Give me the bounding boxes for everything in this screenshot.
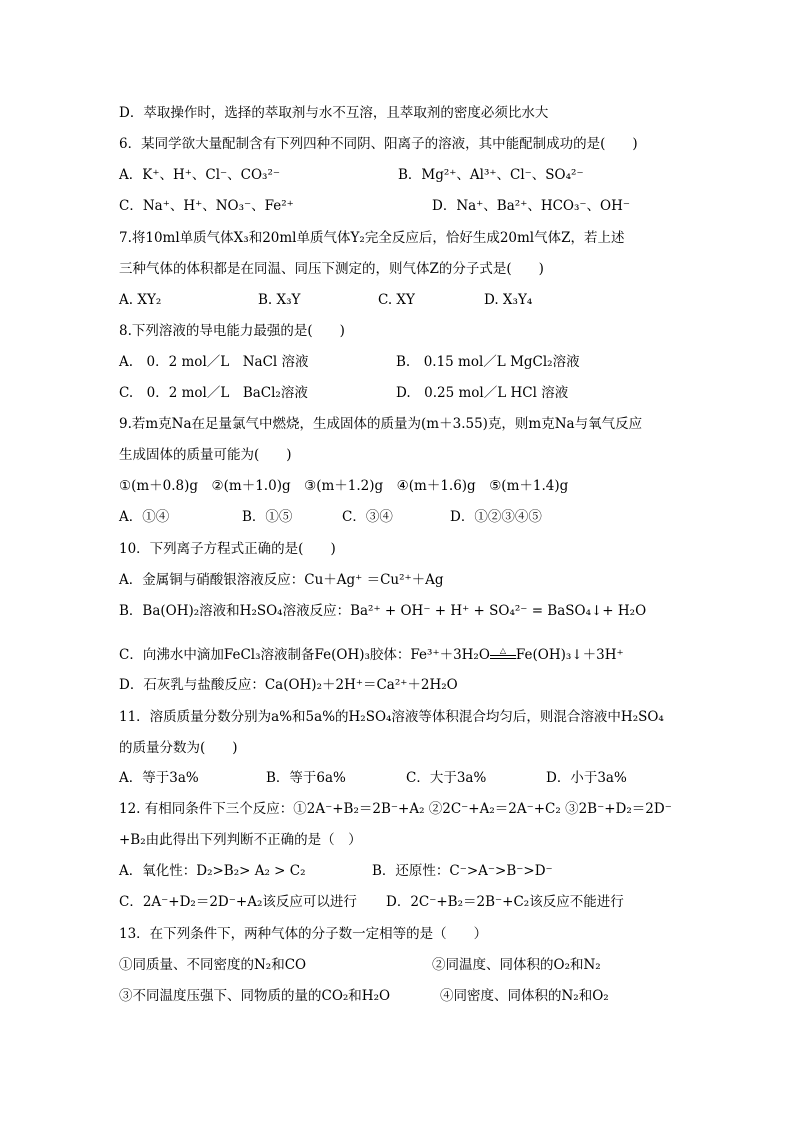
q6-option-a: A．K⁺、H⁺、Cl⁻、CO₃²⁻	[119, 167, 280, 183]
q7-option-d: D. X₃Y₄	[484, 292, 533, 308]
q12-option-b: B．还原性：C⁻>A⁻>B⁻>D⁻	[372, 863, 553, 879]
question-10-stem: 10．下列离子方程式正确的是( )	[119, 541, 336, 557]
q8-option-b: B. 0.15 mol／L MgCl₂溶液	[396, 354, 580, 370]
question-6-stem: 6．某同学欲大量配制含有下列四种不同阴、阳离子的溶液，其中能配制成功的是( )	[119, 136, 638, 152]
q6-option-b: B．Mg²⁺、Al³⁺、Cl⁻、SO₄²⁻	[398, 167, 584, 183]
q10-option-a: A．金属铜与硝酸银溶液反应：Cu＋Ag⁺ ＝Cu²⁺＋Ag	[119, 572, 444, 588]
q10-option-c-right: Fe(OH)₃↓＋3H⁺	[515, 647, 624, 663]
question-11-stem-line1: 11．溶质质量分数分别为a%和5a%的H₂SO₄溶液等体积混合均匀后，则混合溶液中H₂SO₄	[119, 709, 664, 725]
q10-option-c	[119, 645, 624, 665]
question-9-choices-list: ①(m＋0.8)g ②(m＋1.0)g ③(m＋1.2)g ④(m＋1.6)g ⑤(m＋1.4)g	[119, 478, 569, 494]
q7-option-c: C. XY	[378, 292, 415, 308]
q9-option-b: B．①⑤	[242, 509, 293, 525]
q10-option-b: B．Ba(OH)₂溶液和H₂SO₄溶液反应：Ba²⁺ + OH⁻ + H⁺ + SO₄²⁻ = BaSO₄↓+ H₂O	[119, 603, 647, 619]
question-12-stem-line1: 12. 有相同条件下三个反应：①2A⁻+B₂＝2B⁻+A₂ ②2C⁻+A₂＝2A⁻+C₂ ③2B⁻+D₂＝2D⁻	[119, 801, 672, 817]
q9-option-d: D．①②③④⑤	[450, 509, 542, 525]
q9-option-c: C．③④	[342, 509, 393, 525]
q13-choice-3: ③不同温度压强下、同物质的量的CO₂和H₂O	[119, 988, 391, 1004]
question-7-stem-line2: 三种气体的体积都是在同温、同压下测定的，则气体Z的分子式是( )	[119, 261, 544, 277]
q10-option-d: D．石灰乳与盐酸反应：Ca(OH)₂＋2H⁺＝Ca²⁺＋2H₂O	[119, 677, 458, 693]
q13-choice-1: ①同质量、不同密度的N₂和CO	[119, 957, 307, 973]
heat-arrow-icon	[490, 646, 516, 659]
q8-option-d: D. 0.25 mol／L HCl 溶液	[396, 385, 569, 401]
heat-symbol: △	[499, 646, 506, 655]
q12-option-c: C．2A⁻+D₂＝2D⁻+A₂该反应可以进行	[119, 894, 357, 910]
q11-option-b: B．等于6a%	[266, 770, 346, 786]
q13-choice-4: ④同密度、同体积的N₂和O₂	[440, 988, 609, 1004]
question-9-stem-line1: 9.若m克Na在足量氯气中燃烧，生成固体的质量为(m＋3.55)克，则m克Na与氧气反应	[119, 416, 643, 432]
question-13-stem: 13．在下列条件下，两种气体的分子数一定相等的是（ ）	[119, 926, 488, 942]
q11-option-c: C．大于3a%	[406, 770, 487, 786]
q8-option-c: C. 0．2 mol／L BaCl₂溶液	[119, 385, 308, 401]
q6-option-c: C．Na⁺、H⁺、NO₃⁻、Fe²⁺	[119, 198, 294, 214]
option-d-extraction: D．萃取操作时，选择的萃取剂与水不互溶，且萃取剂的密度必须比水大	[119, 105, 549, 121]
q8-option-a: A. 0．2 mol／L NaCl 溶液	[119, 354, 309, 370]
q11-option-a: A．等于3a%	[119, 770, 199, 786]
q9-option-a: A．①④	[119, 509, 170, 525]
q10-option-c-left: C．向沸水中滴加FeCl₃溶液制备Fe(OH)₃胶体：Fe³⁺＋3H₂O	[119, 647, 490, 663]
q7-option-a: A. XY₂	[119, 292, 162, 308]
question-12-stem-line2: +B₂由此得出下列判断不正确的是（ ）	[119, 832, 362, 848]
q11-option-d: D．小于3a%	[546, 770, 627, 786]
q7-option-b: B. X₃Y	[258, 292, 301, 308]
question-8-stem: 8.下列溶液的导电能力最强的是( )	[119, 323, 345, 339]
question-7-stem-line1: 7.将10ml单质气体X₃和20ml单质气体Y₂完全反应后，恰好生成20ml气体Z，若上述	[119, 230, 625, 246]
q12-option-d: D．2C⁻+B₂＝2B⁻+C₂该反应不能进行	[386, 894, 624, 910]
question-9-stem-line2: 生成固体的质量可能为( )	[119, 447, 292, 463]
q12-option-a: A．氧化性：D₂>B₂> A₂ > C₂	[119, 863, 306, 879]
q13-choice-2: ②同温度、同体积的O₂和N₂	[432, 957, 601, 973]
q6-option-d: D．Na⁺、Ba²⁺、HCO₃⁻、OH⁻	[432, 198, 630, 214]
question-11-stem-line2: 的质量分数为( )	[119, 740, 238, 756]
